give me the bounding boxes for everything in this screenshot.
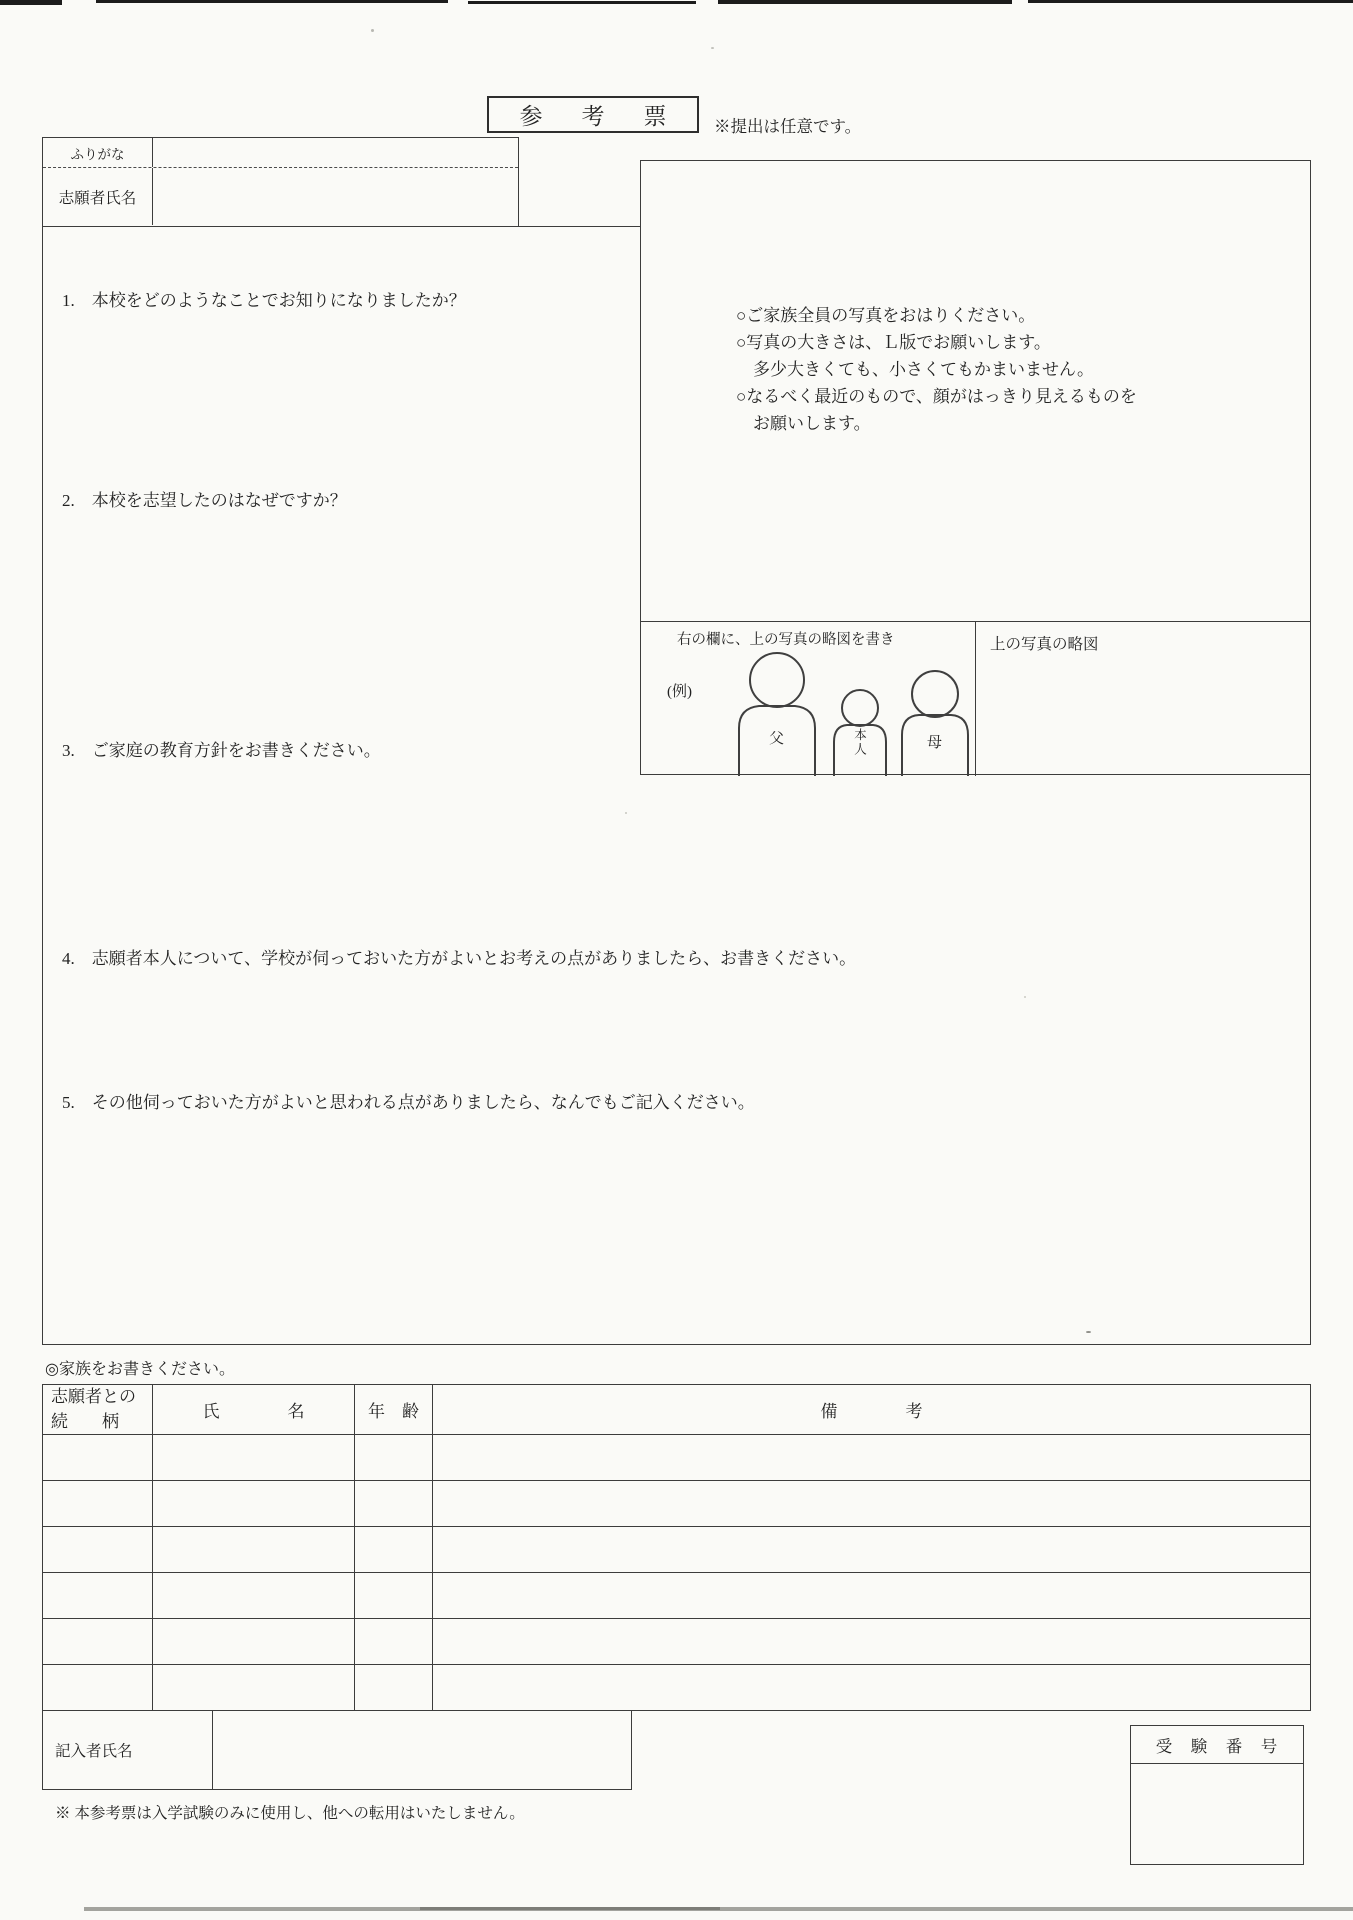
applicant-name-table — [42, 137, 519, 227]
name-cell — [153, 1665, 355, 1711]
photo-instruction-line: ○なるべく最近のもので、顔がはっきり見えるものを — [736, 387, 1137, 406]
notes-cell — [433, 1435, 1311, 1481]
scan-artifact — [1028, 0, 1353, 3]
family-table-row — [43, 1435, 1311, 1481]
name-cell — [153, 1435, 355, 1481]
age-cell — [355, 1481, 433, 1527]
photo-instruction-line: ○写真の大きさは、Ｌ版でお願いします。 — [736, 333, 1051, 352]
furigana-field — [153, 138, 518, 167]
scan-artifact — [0, 0, 62, 5]
father-figure-label: 父 — [769, 731, 785, 747]
family-section-heading: ◎家族をお書きください。 — [45, 1361, 235, 1378]
family-table-row — [43, 1481, 1311, 1527]
notes-cell — [433, 1481, 1311, 1527]
scan-speck — [371, 29, 374, 32]
writer-name-label: 記入者氏名 — [43, 1710, 213, 1789]
relation-header-line1: 志願者との — [51, 1387, 136, 1406]
question-4: 4. 志願者本人について、学校が伺っておいた方がよいとお考えの点がありましたら、お書きください。 — [62, 949, 857, 968]
relation-cell — [43, 1481, 153, 1527]
form-title-box — [487, 96, 699, 133]
scan-artifact — [420, 1907, 720, 1910]
photo-instruction-line: お願いします。 — [736, 414, 871, 433]
family-table-row — [43, 1619, 1311, 1665]
age-cell — [355, 1619, 433, 1665]
relation-cell — [43, 1527, 153, 1573]
question-2: 2. 本校を志望したのはなぜですか？ — [62, 491, 347, 510]
relation-cell — [43, 1573, 153, 1619]
age-cell — [355, 1527, 433, 1573]
furigana-row — [43, 138, 518, 168]
notes-cell — [433, 1527, 1311, 1573]
question-1: 1. 本校をどのようなことでお知りになりましたか？ — [62, 291, 466, 310]
scan-artifact — [468, 1, 696, 4]
age-column-header: 年 齢 — [355, 1385, 433, 1435]
notes-cell — [433, 1619, 1311, 1665]
scan-artifact — [718, 0, 1012, 4]
photo-instructions — [736, 302, 1137, 437]
family-table-row — [43, 1573, 1311, 1619]
relation-header-line2: 続 柄 — [51, 1411, 119, 1431]
notes-cell — [433, 1573, 1311, 1619]
family-table-row — [43, 1527, 1311, 1573]
family-table — [42, 1384, 1311, 1711]
exam-number-box — [1130, 1725, 1304, 1865]
family-figures-illustration — [697, 632, 969, 776]
furigana-label: ふりがな — [43, 138, 153, 167]
scan-artifact — [96, 0, 448, 3]
name-cell — [153, 1481, 355, 1527]
question-5: 5. その他伺っておいた方がよいと思われる点がありましたら、なんでもご記入ください。 — [62, 1093, 755, 1112]
sketch-example-cell — [641, 622, 976, 776]
relation-cell — [43, 1665, 153, 1711]
applicant-figure-label: 本人 — [852, 728, 867, 757]
sketch-instruction: 右の欄に、上の写真の略図を書き — [677, 632, 895, 648]
writer-name-field — [213, 1710, 631, 1789]
name-cell — [153, 1527, 355, 1573]
footer-note: ※ 本参考票は入学試験のみに使用し、他への転用はいたしません。 — [55, 1805, 525, 1822]
name-column-header: 氏 名 — [153, 1385, 355, 1435]
name-cell — [153, 1573, 355, 1619]
sketch-area-label: 上の写真の略図 — [990, 636, 1099, 653]
exam-number-label: 受 験 番 号 — [1131, 1726, 1303, 1764]
age-cell — [355, 1665, 433, 1711]
form-title-note: ※提出は任意です。 — [714, 117, 862, 136]
relation-column-header — [43, 1385, 153, 1435]
notes-column-header: 備 考 — [433, 1385, 1311, 1435]
family-table-header-row — [43, 1385, 1311, 1435]
photo-instruction-line: 多少大きくても、小さくてもかまいません。 — [736, 360, 1095, 379]
name-cell — [153, 1619, 355, 1665]
notes-cell — [433, 1665, 1311, 1711]
scan-speck — [711, 47, 714, 49]
applicant-name-field — [153, 168, 518, 225]
age-cell — [355, 1573, 433, 1619]
relation-cell — [43, 1619, 153, 1665]
relation-cell — [43, 1435, 153, 1481]
applicant-name-row — [43, 168, 518, 225]
form-title: 参 考 票 — [519, 104, 675, 129]
question-3: 3. ご家庭の教育方針をお書きください。 — [62, 741, 381, 760]
mother-figure-label: 母 — [927, 735, 943, 751]
family-table-row — [43, 1665, 1311, 1711]
example-label: (例) — [667, 684, 692, 700]
writer-name-row — [42, 1710, 632, 1790]
sketch-row — [641, 621, 1310, 776]
photo-instruction-line: ○ご家族全員の写真をおはりください。 — [736, 306, 1036, 325]
photo-attachment-box — [640, 160, 1311, 775]
sketch-area-cell — [976, 622, 1310, 776]
age-cell — [355, 1435, 433, 1481]
applicant-name-label: 志願者氏名 — [43, 168, 153, 225]
